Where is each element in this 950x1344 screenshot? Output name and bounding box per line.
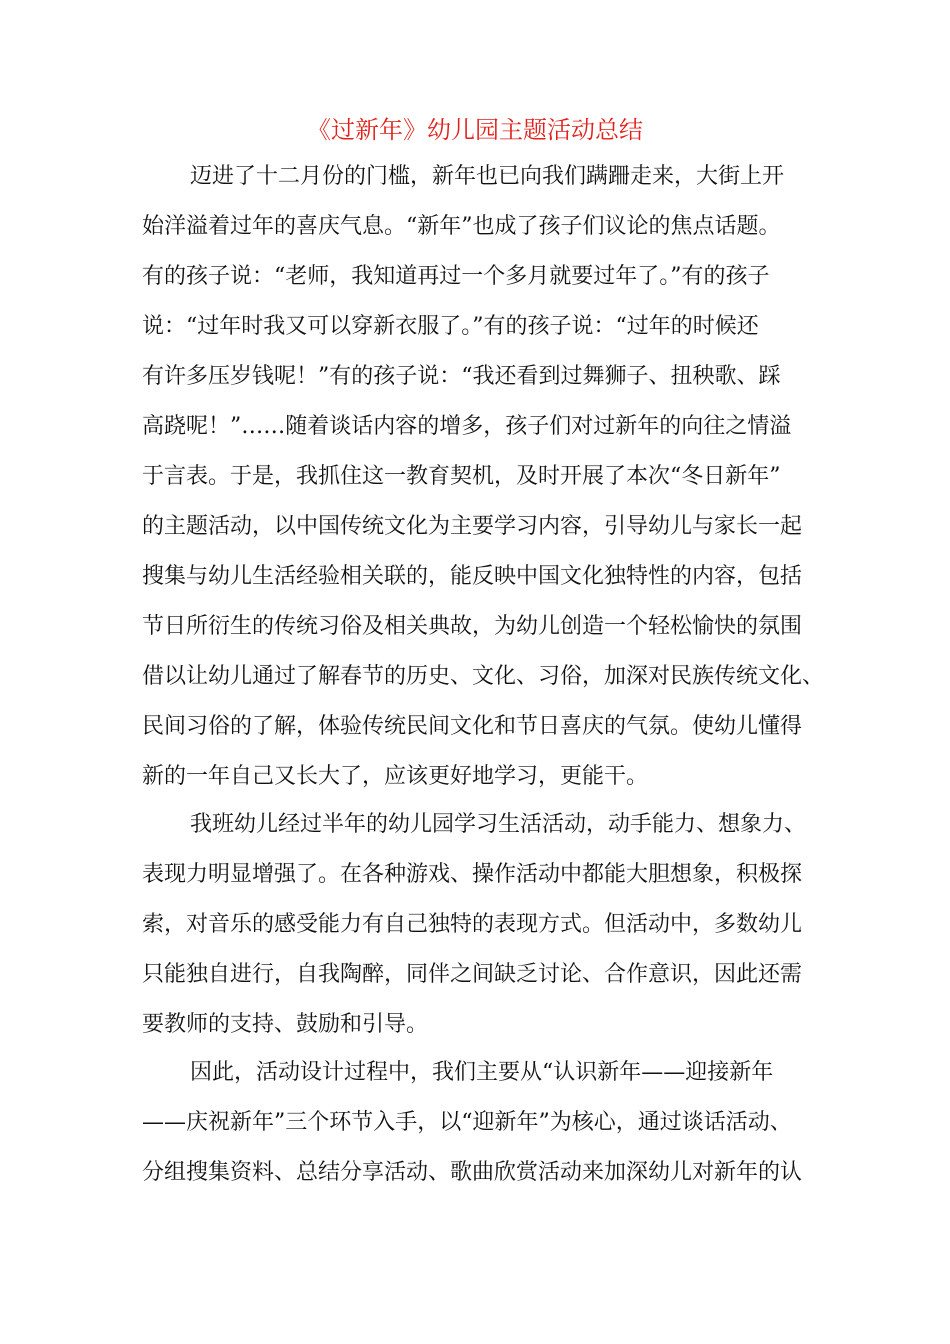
paragraph-line: 高跷呢！”……随着谈话内容的增多，孩子们对过新年的向往之情溢 bbox=[142, 414, 792, 439]
paragraph-line: 我班幼儿经过半年的幼儿园学习生活活动，动手能力、想象力、 bbox=[190, 812, 807, 837]
paragraph-line: 始洋溢着过年的喜庆气息。“新年”也成了孩子们议论的焦点话题。 bbox=[142, 214, 781, 239]
paragraph-line: 的主题活动，以中国传统文化为主要学习内容，引导幼儿与家长一起 bbox=[142, 514, 803, 539]
paragraph-line: ——庆祝新年”三个环节入手，以“迎新年”为核心，通过谈话活动、 bbox=[142, 1110, 792, 1135]
paragraph-line: 新的一年自己又长大了，应该更好地学习，更能干。 bbox=[142, 764, 649, 789]
paragraph-line: 节日所衍生的传统习俗及相关典故，为幼儿创造一个轻松愉快的氛围 bbox=[142, 614, 803, 639]
paragraph-line: 索，对音乐的感受能力有自己独特的表现方式。但活动中，多数幼儿 bbox=[142, 912, 803, 937]
paragraph-line: 借以让幼儿通过了解春节的历史、文化、习俗，加深对民族传统文化、 bbox=[142, 664, 825, 689]
paragraph-line: 有的孩子说：“老师，我知道再过一个多月就要过年了。”有的孩子 bbox=[142, 264, 770, 289]
paragraph-line: 于言表。于是，我抓住这一教育契机，及时开展了本次“冬日新年” bbox=[142, 464, 781, 489]
paragraph-line: 只能独自进行，自我陶醉，同伴之间缺乏讨论、合作意识，因此还需 bbox=[142, 962, 803, 987]
paragraph-line: 迈进了十二月份的门槛，新年也已向我们蹒跚走来，大街上开 bbox=[190, 164, 785, 189]
paragraph-line: 有许多压岁钱呢！”有的孩子说：“我还看到过舞狮子、扭秧歌、踩 bbox=[142, 364, 781, 389]
paragraph-line: 因此，活动设计过程中，我们主要从“认识新年——迎接新年 bbox=[190, 1060, 774, 1085]
paragraph-line: 分组搜集资料、总结分享活动、歌曲欣赏活动来加深幼儿对新年的认 bbox=[142, 1160, 803, 1185]
paragraph-line: 搜集与幼儿生活经验相关联的，能反映中国文化独特性的内容，包括 bbox=[142, 564, 803, 589]
paragraph-line: 表现力明显增强了。在各种游戏、操作活动中都能大胆想象，积极探 bbox=[142, 862, 803, 887]
document-title: 《过新年》幼儿园主题活动总结 bbox=[307, 116, 643, 144]
paragraph-line: 说：“过年时我又可以穿新衣服了。”有的孩子说：“过年的时候还 bbox=[142, 314, 759, 339]
paragraph-line: 要教师的支持、鼓励和引导。 bbox=[142, 1012, 429, 1037]
paragraph-line: 民间习俗的了解，体验传统民间文化和节日喜庆的气氛。使幼儿懂得 bbox=[142, 714, 803, 739]
